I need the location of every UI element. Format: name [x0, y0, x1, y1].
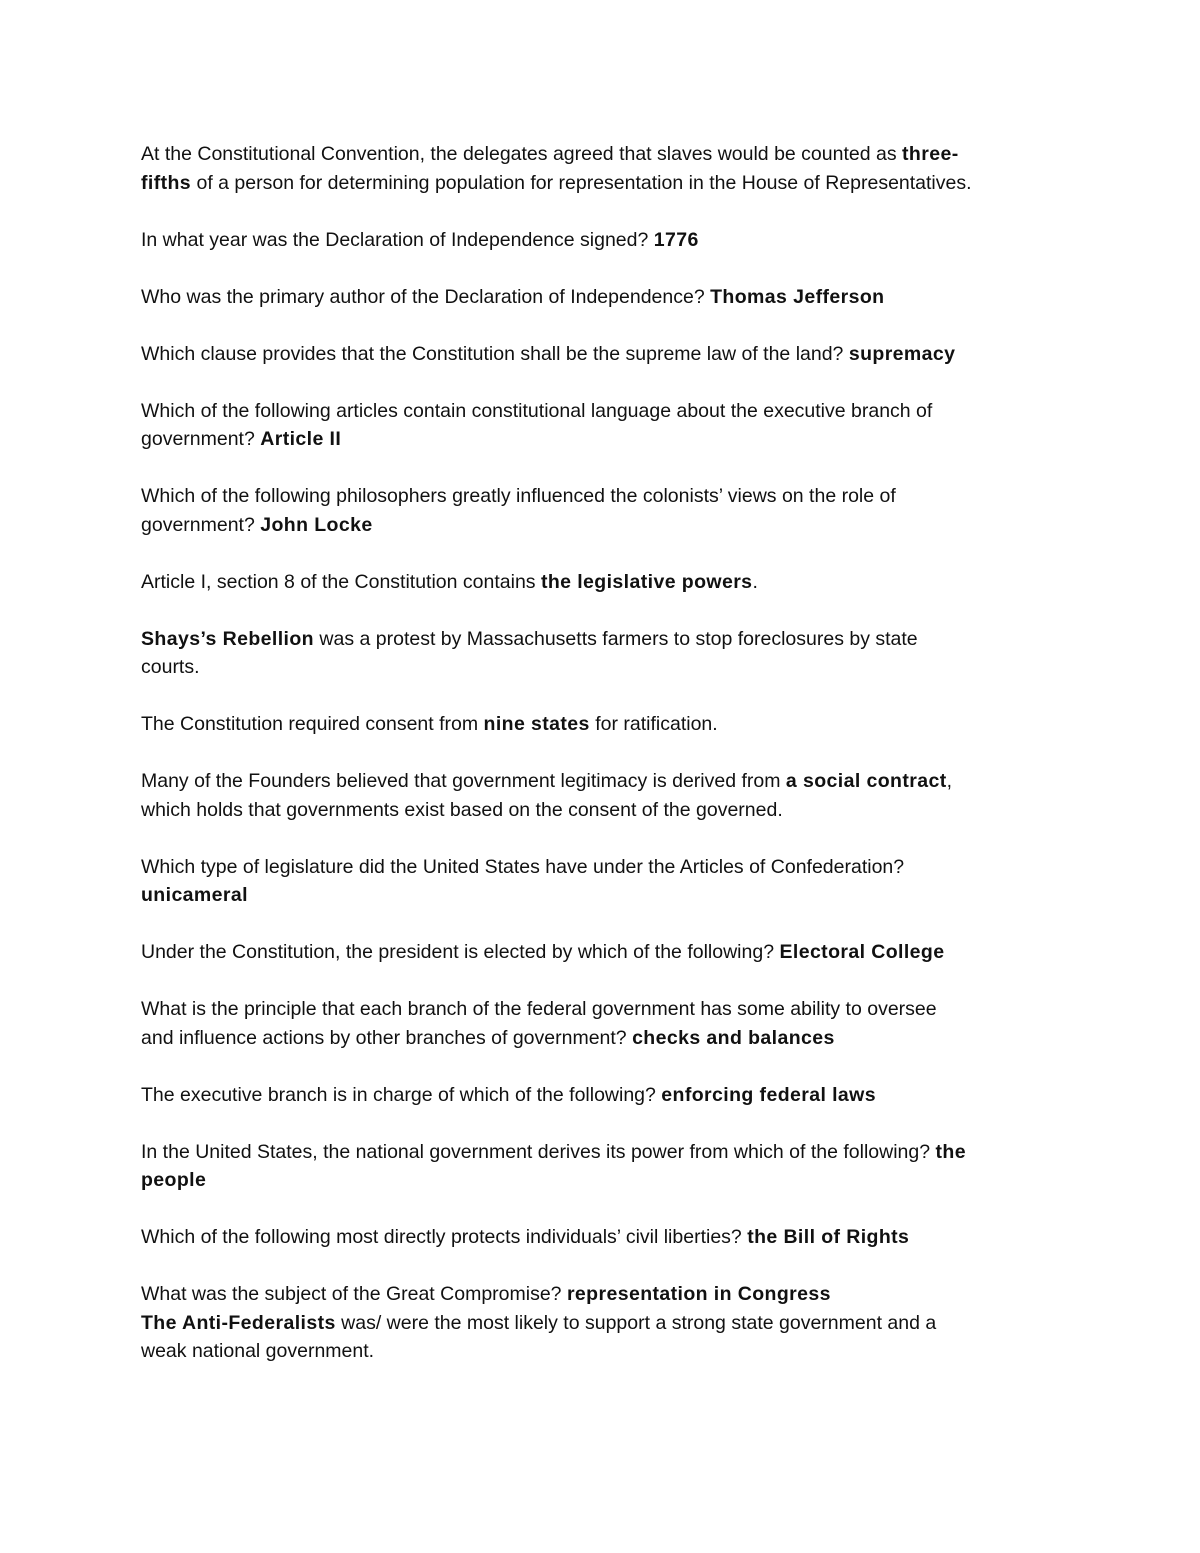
- answer-text: checks and balances: [632, 1026, 835, 1049]
- answer-text: three-: [902, 143, 959, 165]
- question-text: Who was the primary author of the Declaration of Independence?: [141, 285, 711, 308]
- answer-text: Electoral College: [779, 941, 945, 963]
- answer-text: John Locke: [260, 513, 373, 536]
- qa-paragraph: [141, 710, 1066, 739]
- question-text: Which of the following philosophers greatly influenced the colonists’ views on the role of: [141, 485, 896, 507]
- qa-paragraph: [141, 1081, 1066, 1110]
- question-text: Which of the following articles contain constitutional language about the executive branch of: [141, 399, 933, 422]
- question-text: courts.: [141, 656, 200, 678]
- answer-text: Article II: [260, 428, 342, 450]
- answer-text: 1776: [653, 228, 699, 251]
- answer-text: nine states: [483, 713, 590, 735]
- answer-text: the: [935, 1140, 966, 1163]
- question-text: The Constitution required consent from: [141, 713, 484, 735]
- question-text: government?: [141, 428, 261, 450]
- answer-text: representation in Congress: [566, 1283, 831, 1305]
- qa-paragraph: [141, 1138, 1066, 1195]
- qa-paragraph: [141, 625, 1066, 682]
- answer-text: enforcing federal laws: [661, 1083, 876, 1106]
- question-text: government?: [141, 513, 261, 536]
- qa-paragraph: [141, 853, 1066, 910]
- qa-paragraph: [141, 1280, 1066, 1309]
- question-text: weak national government.: [141, 1340, 375, 1362]
- question-text: was/ were the most likely to support a strong state government and a: [335, 1311, 937, 1334]
- document-page: [141, 140, 1066, 1394]
- question-text: which holds that governments exist based on the consent of the governed.: [141, 798, 783, 821]
- question-text: and influence actions by other branches of government?: [141, 1026, 633, 1049]
- qa-paragraph: [141, 340, 1066, 369]
- qa-paragraph: [141, 1223, 1066, 1252]
- question-text: In what year was the Declaration of Independence signed?: [141, 228, 654, 251]
- qa-paragraph: [141, 140, 1066, 197]
- question-text: What is the principle that each branch of the federal government has some ability to oversee: [141, 998, 937, 1020]
- question-text: Under the Constitution, the president is elected by which of the following?: [141, 941, 780, 963]
- qa-paragraph: [141, 995, 1066, 1052]
- question-text: was a protest by Massachusetts farmers to stop foreclosures by state: [313, 627, 918, 650]
- qa-paragraph: [141, 283, 1066, 312]
- question-text: Which clause provides that the Constitution shall be the supreme law of the land?: [141, 342, 849, 365]
- answer-text: the Bill of Rights: [747, 1226, 910, 1248]
- question-text: The executive branch is in charge of which of the following?: [141, 1083, 662, 1106]
- question-text: Article I, section 8 of the Constitution contains: [141, 570, 541, 593]
- answer-text: Shays’s Rebellion: [141, 627, 314, 650]
- qa-paragraph: [141, 397, 1066, 454]
- qa-paragraph: [141, 767, 1066, 824]
- question-text: Many of the Founders believed that government legitimacy is derived from: [141, 770, 786, 792]
- answer-text: Thomas Jefferson: [710, 285, 885, 308]
- answer-text: fifths: [141, 171, 192, 194]
- answer-text: unicameral: [141, 884, 248, 906]
- question-text: Which of the following most directly protects individuals’ civil liberties?: [141, 1226, 748, 1248]
- question-text: Which type of legislature did the United States have under the Articles of Confederation?: [141, 855, 905, 878]
- answer-text: a social contract: [785, 770, 947, 792]
- qa-paragraph: [141, 226, 1066, 255]
- answer-text: people: [141, 1169, 207, 1191]
- answer-text: The Anti-Federalists: [141, 1311, 336, 1334]
- question-text: At the Constitutional Convention, the delegates agreed that slaves would be counted as: [141, 143, 903, 165]
- question-text: .: [752, 570, 758, 593]
- answer-text: supremacy: [848, 342, 956, 365]
- qa-paragraph: [141, 1309, 1066, 1366]
- question-text: of a person for determining population for representation in the House of Representatives.: [191, 171, 972, 194]
- qa-paragraph: [141, 568, 1066, 597]
- question-text: What was the subject of the Great Compromise?: [141, 1283, 567, 1305]
- answer-text: the legislative powers: [540, 570, 753, 593]
- question-text: for ratification.: [589, 713, 718, 735]
- question-text: In the United States, the national government derives its power from which of the following?: [141, 1140, 936, 1163]
- question-text: ,: [946, 770, 953, 792]
- qa-paragraph: [141, 482, 1066, 539]
- qa-paragraph: [141, 938, 1066, 967]
